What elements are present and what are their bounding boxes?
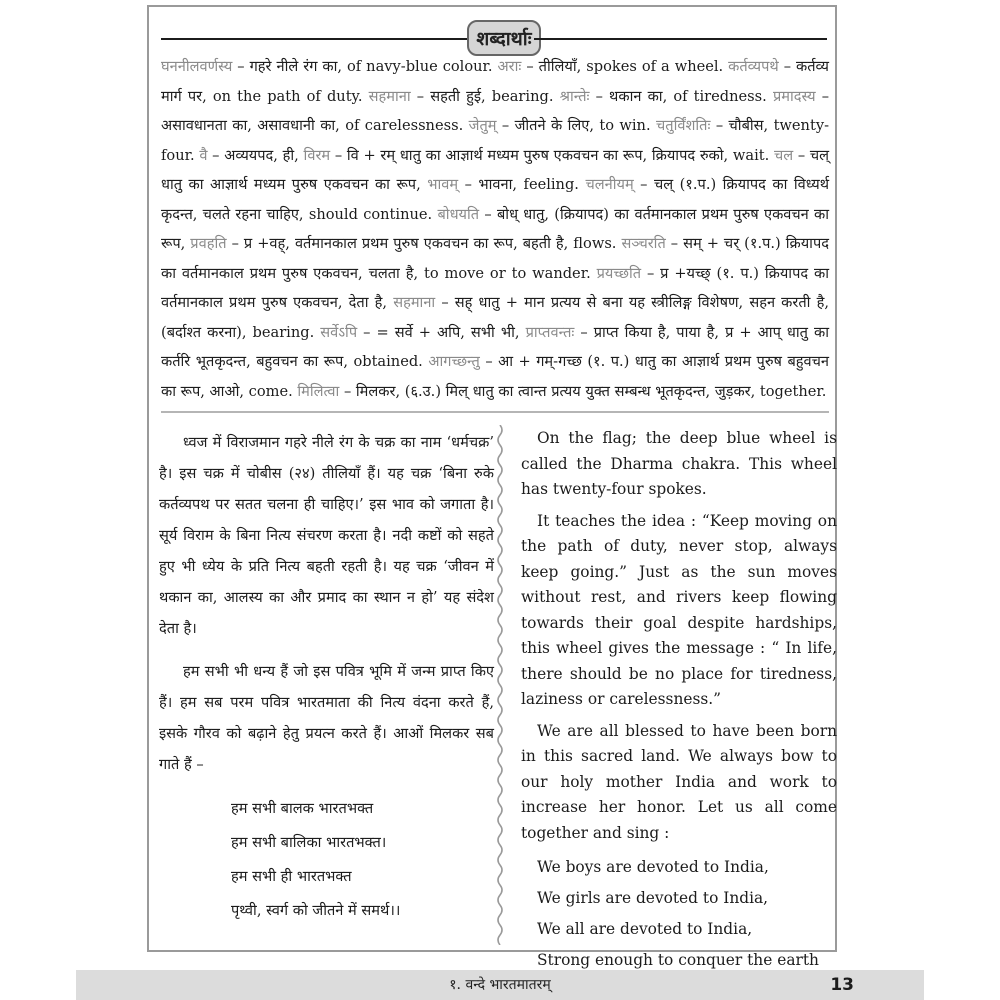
glossary-entry: प्राप्तवन्तः – प्राप्त किया है, पाया है, प्र + आप् धातु का कर्तरि भूतकृदन्त, बहुवचन का रूप, obtained. <box>161 323 829 370</box>
glossary-definition: सहती हुई, bearing. <box>430 87 554 105</box>
glossary-definition: चौबीस, twenty-four. <box>161 117 829 164</box>
glossary-definition: प्र +वह्, वर्तमानकाल प्रथम पुरुष एकवचन का रूप, बहती है, flows. <box>243 235 617 252</box>
glossary-entry: अराः – तीलियाँ, spokes of a wheel. <box>497 58 724 75</box>
english-poem-line: We all are devoted to India, <box>537 920 753 938</box>
glossary-definition: बोध् धातु, (क्रियापद) का वर्तमानकाल प्रथम पुरुष एकवचन का रूप, <box>161 205 830 252</box>
hindi-paragraph-1: ध्वज में विराजमान गहरे नीले रंग के चक्र का नाम ‘धर्मचक्र’ है। इस चक्र में चोबीस (२४) तीलियाँ हैं। यह चक्र ‘बिना रुके कर्तव्यपथ पर सतत चलना ही चाहिए।’ इस भाव को जगाता है। सूर्य विराम के बिना नित्य संचरण करता है। नदी कष्टों को सहते हुए भी ध्येय के प्रति नित्य बहती रहती है। यह चक्र ‘जीवन में थकान का, आलस्य का और प्रमाद का स्थान न हो’ यह संदेश देता है। <box>159 434 494 637</box>
glossary-term: अराः <box>497 58 522 75</box>
glossary-definition: मिलकर, (६.उ.) मिल् धातु का त्वान्त प्रत्यय युक्त सम्बन्ध भूतकृदन्त, जुड़कर, together. <box>355 382 827 400</box>
glossary-term: कर्तव्यपथे <box>728 58 779 75</box>
hindi-poem-line: पृथ्वी, स्वर्ग को जीतने में समर्थ।। <box>231 902 401 919</box>
english-poem-line: Strong enough to conquer the earth <box>537 951 819 969</box>
glossary-entry: घननीलवर्णस्य – गहरे नीले रंग का, of navy-blue colour. <box>161 58 493 75</box>
hindi-paragraph-2: हम सभी भी धन्य हैं जो इस पवित्र भूमि में जन्म प्राप्त किए हैं। हम सब परम पवित्र भारतमाता की नित्य वंदना करते हैं, इसके गौरव को बढ़ाने हेतु प्रयत्न करते हैं। आओं मिलकर सब गाते हैं – <box>159 663 494 773</box>
hindi-poem-line: हम सभी बालक भारतभक्त <box>231 800 374 817</box>
glossary-definition: अव्ययपद, ही, <box>224 146 299 164</box>
glossary-entry: मिलित्वा – मिलकर, (६.उ.) मिल् धातु का त्वान्त प्रत्यय युक्त सम्बन्ध भूतकृदन्त, जुड़कर, together. <box>297 382 827 400</box>
glossary-term: भावम् <box>427 176 459 193</box>
header-rule-left <box>161 38 474 40</box>
glossary-entry: चलनीयम् – चल् (१.प.) क्रियापद का विध्यर्थ कृदन्त, चलते रहना चाहिए, should continue. <box>161 176 830 223</box>
english-column <box>521 426 837 999</box>
glossary-definition: तीलियाँ, spokes of a wheel. <box>538 58 724 75</box>
glossary-term: प्रमादस्य <box>772 87 816 105</box>
glossary-definition: कर्तव्य मार्ग पर, on the path of duty. <box>161 58 830 105</box>
glossary-term: श्रान्तेः <box>559 87 590 105</box>
glossary-definition: प्र +यच्छ् (१. प.) क्रियापद का वर्तमानकाल प्रथम पुरुष एकवचन, देता है, <box>161 264 829 311</box>
glossary-term: सहमाना <box>368 87 411 105</box>
glossary-definition: चल् धातु का आज्ञार्थ मध्यम पुरुष एकवचन का रूप, <box>161 146 830 193</box>
glossary-entry: सञ्चरति – सम् + चर् (१.प.) क्रियापद का वर्तमानकाल प्रथम पुरुष एकवचन, चलता है, to move or to wander. <box>161 235 829 282</box>
glossary-term: जेतुम् <box>468 117 497 134</box>
glossary-term: मिलित्वा <box>297 382 340 400</box>
glossary-definition: प्राप्त किया है, पाया है, प्र + आप् धातु का कर्तरि भूतकृदन्त, बहुवचन का रूप, obtained. <box>161 323 829 370</box>
glossary-definition: सम् + चर् (१.प.) क्रियापद का वर्तमानकाल प्रथम पुरुष एकवचन, चलता है, to move or to wander. <box>161 235 829 282</box>
glossary-term: सञ्चरति <box>621 235 666 252</box>
header-rule-right <box>534 38 827 40</box>
hindi-column <box>159 427 494 928</box>
english-paragraph-2: It teaches the idea : “Keep moving on the path of duty, never stop, always keep going.” Just as the sun moves without rest, and rivers keep flowing towards their goal despite hardships, this wheel gives the message : “ In life, there should be no place for tiredness, laziness or carelessness.” <box>521 511 837 708</box>
page-number: 13 <box>830 975 854 995</box>
glossary-entry: चतुर्विंशतिः – चौबीस, twenty-four. <box>161 117 829 164</box>
glossary-definition: वि + रम् धातु का आज्ञार्थ मध्यम पुरुष एकवचन का रूप, क्रियापद रुको, wait. <box>346 146 770 164</box>
glossary-term: बोधयति <box>437 205 480 223</box>
glossary-entry: प्रवहति – प्र +वह्, वर्तमानकाल प्रथम पुरुष एकवचन का रूप, बहती है, flows. <box>190 235 617 252</box>
glossary-definition: आ + गम्-गच्छ (१. प.) धातु का आज्ञार्थ प्रथम पुरुष बहुवचन का रूप, आओ, come. <box>161 353 830 400</box>
glossary-heading-badge: शब्दार्थाः <box>467 20 541 56</box>
glossary-entry: वै – अव्ययपद, ही, <box>199 146 299 164</box>
glossary-term: सहमाना <box>393 294 436 311</box>
glossary-definition: सह् धातु + मान प्रत्यय से बना यह स्त्रीलिङ्ग विशेषण, सहन करती है, (बर्दाश्त करना), bearing. <box>161 294 829 341</box>
glossary-term: चलनीयम् <box>585 176 634 193</box>
glossary-entry: भावम् – भावना, feeling. <box>427 176 579 193</box>
glossary-definition: भावना, feeling. <box>478 176 579 193</box>
glossary-term: वै <box>199 146 208 164</box>
glossary-entry: कर्तव्यपथे – कर्तव्य मार्ग पर, on the path of duty. <box>161 58 830 105</box>
hindi-poem <box>231 792 494 928</box>
english-paragraph-3: We are all blessed to have been born in this sacred land. We always bow to our holy mother India and work to increase her honor. Let us all come together and sing : <box>521 721 837 842</box>
glossary-definition: असावधानता का, असावधानी का, of carelessness. <box>161 117 464 134</box>
glossary-term: घननीलवर्णस्य <box>161 58 233 75</box>
glossary-block <box>161 52 829 406</box>
glossary-definition: = सर्वे + अपि, सभी भी, <box>376 323 520 341</box>
glossary-entry: जेतुम् – जीतने के लिए, to win. <box>468 117 651 134</box>
glossary-entry: सर्वेऽपि – = सर्वे + अपि, सभी भी, <box>320 323 520 341</box>
glossary-entry: सहमाना – सहती हुई, bearing. <box>368 87 554 105</box>
glossary-definition: थकान का, of tiredness. <box>609 87 767 105</box>
glossary-entry: प्रयच्छति – प्र +यच्छ् (१. प.) क्रियापद का वर्तमानकाल प्रथम पुरुष एकवचन, देता है, <box>161 264 829 311</box>
glossary-term: चतुर्विंशतिः <box>655 117 711 134</box>
wavy-column-separator <box>494 425 506 945</box>
glossary-term: विरम <box>303 146 331 164</box>
hindi-poem-line: हम सभी बालिका भारतभक्त। <box>231 834 387 851</box>
glossary-entry: श्रान्तेः – थकान का, of tiredness. <box>559 87 767 105</box>
section-divider <box>161 411 829 413</box>
hindi-poem-line: हम सभी ही भारतभक्त <box>231 868 352 885</box>
glossary-term: आगच्छन्तु <box>428 353 480 370</box>
glossary-entry: चल – चल् धातु का आज्ञार्थ मध्यम पुरुष एकवचन का रूप, <box>161 146 830 193</box>
glossary-definition: जीतने के लिए, to win. <box>514 117 651 134</box>
glossary-entry: आगच्छन्तु – आ + गम्-गच्छ (१. प.) धातु का आज्ञार्थ प्रथम पुरुष बहुवचन का रूप, आओ, come. <box>161 353 830 400</box>
english-poem-line: We girls are devoted to India, <box>537 889 769 907</box>
english-poem-line: We boys are devoted to India, <box>537 858 769 876</box>
glossary-term: प्रवहति <box>190 235 227 252</box>
chapter-title: १. वन्दे भारतमातरम् <box>449 977 551 993</box>
page-frame <box>147 5 837 969</box>
glossary-term: सर्वेऽपि <box>320 323 358 341</box>
glossary-term: प्रयच्छति <box>596 264 642 282</box>
glossary-entry: विरम – वि + रम् धातु का आज्ञार्थ मध्यम पुरुष एकवचन का रूप, क्रियापद रुको, wait. <box>303 146 770 164</box>
glossary-entry: बोधयति – बोध् धातु, (क्रियापद) का वर्तमानकाल प्रथम पुरुष एकवचन का रूप, <box>161 205 830 252</box>
english-paragraph-1: On the flag; the deep blue wheel is called the Dharma chakra. This wheel has twenty-four spokes. <box>521 429 837 498</box>
glossary-term: चल <box>773 146 794 164</box>
glossary-definition: चल् (१.प.) क्रियापद का विध्यर्थ कृदन्त, चलते रहना चाहिए, should continue. <box>161 176 830 223</box>
glossary-entry: सहमाना – सह् धातु + मान प्रत्यय से बना यह स्त्रीलिङ्ग विशेषण, सहन करती है, (बर्दाश्त करना), bearing. <box>161 294 829 341</box>
glossary-definition: गहरे नीले रंग का, of navy-blue colour. <box>249 58 493 75</box>
glossary-term: प्राप्तवन्तः <box>525 323 575 341</box>
page-footer <box>76 970 924 1000</box>
glossary-entry: प्रमादस्य – असावधानता का, असावधानी का, of carelessness. <box>161 87 830 134</box>
